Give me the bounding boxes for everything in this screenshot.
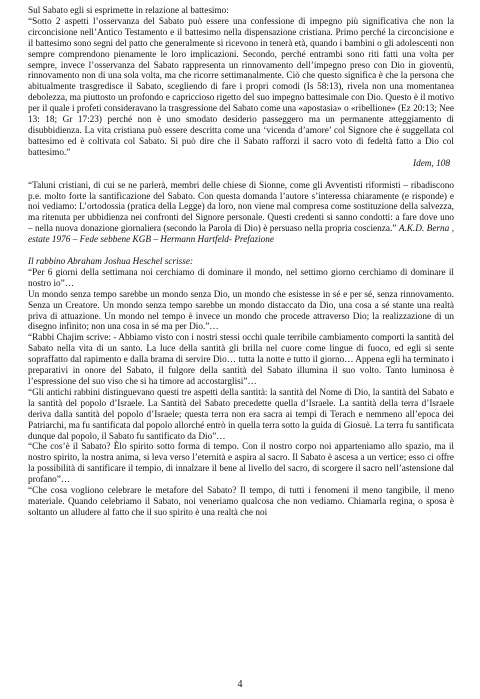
quote-baptism: “Sotto 2 aspetti l’osservanza del Sabato può essere una confessione di impegno più significativa che non la circoncisione nell’Antico Testamento e il battesimo nella dispensazione cristiana. Primo perché la circoncisione e il battesimo sono segni del patto che generalmente si ricevono in tenerà età, quando i bambini o gli adolescenti non sempre comprendono pienamente le loro implicazioni. Secondo, perché entrambi sono riti fatti una volta per sempre, invece l’osservanza del Sabato rappresenta un rinnovamento dell’impegno preso con Dio in gioventù, rinnovamento non di una sola volta, ma che ricorre settimanalmente. Ciò che questo significa è che la persona che abitualmente trasgredisce il Sabato, scegliendo di fare i propri comodi (Is 58:13), rivela non una momentanea debolezza, ma piuttosto un profondo e capriccioso rigetto del suo impegno battesimale con Dio. Questo è il motivo per il quale i profeti consideravano la trasgressione del Sabato come una «apostasia» o «ribellione» (Ez 20:13; Nee 13: 18; Gr 17:23) perché non è uno smodato desiderio passeggero ma un permanente atteggiamento di disubbidienza. La vita cristiana può essere descritta come una ‘vicenda d’amore’ col Signore che è suggellata col battesimo ed è coltivata col Sabato. Si può dire che il Sabato rafforzi il sacro voto di fedeltà fatto a Dio col battesimo.”	[28, 16, 454, 158]
quote-christians	[28, 181, 454, 246]
page-number: 4	[237, 679, 243, 690]
quote-christians-source: A.K.D. Berna , estate 1976 – Fede sebbene KGB – Hermann Hartfeld- Prefazione	[28, 224, 455, 246]
paragraph: “Rabbi Chajim scrive: - Abbiamo visto con i nostri stessi occhi quale terribile cambiamento comporti la santità del Sabato nella vita di un santo. La luce della santità gli brilla nel cuore come lingue di fuoco, ed egli si sente sopraffatto dal rapimento e dalla brama di servire Dio… tutta la notte e tutto il giorno… Appena egli ha terminato i preparativi in onore del Sabato, il fulgore della santità del Sabato illumina il suo volto. Tanto luminosa è l’espressione del suo viso che si ha timore ad accostarglisi”…	[28, 333, 454, 387]
paragraph: “Gli antichi rabbini distinguevano questi tre aspetti della santità: la santità del Nome di Dio, la santità del Sabato e la santità del popolo d’Israele. La Santità del Sabato precedette quella d’Israele. La santità della terra d’Israele deriva dalla santità del popolo d’Israele; questa terra non era sacra ai tempi di Terach e nemmeno all’epoca dei Patriarchi, ma fu santificata dal popolo allorché entrò in quella terra sotto la guida di Giosuè. La terra fu santificata dunque dal popolo, il Sabato fu santificato da Dio”…	[28, 387, 454, 442]
heschel-heading: Il rabbino Abraham Joshua Heschel scrisse:	[28, 257, 194, 268]
paragraph: “Che cosa vogliono celebrare le metafore del Sabato? Il tempo, di tutti i fenomeni il meno tangibile, il meno materiale. Quando celebriamo il Sabato, noi veneriamo qualcosa che non vediamo. Chiamarla regina, o sposa è soltanto un alludere al fatto che il suo spirito è una realtà che noi	[28, 486, 454, 518]
paragraph: Un mondo senza tempo sarebbe un mondo senza Dio, un mondo che esistesse in sé e per sé, senza rinnovamento. Senza un Creatore. Un mondo senza tempo sarebbe un mondo distaccato da Dio, una cosa a sé stante una realtà priva di attuazione. Un mondo nel tempo è invece un mondo che procede attraverso Dio; la realizzazione di un disegno infinito; non una cosa in sé ma per Dio.”…	[28, 289, 454, 333]
citation-idem: Idem, 108	[413, 158, 450, 169]
paragraph: “Che cos’è il Sabato? Èlo spirito sotto forma di tempo. Con il nostro corpo noi apparteniamo allo spazio, ma il nostro spirito, la nostra anima, si leva verso l’eternità e aspira al sacro. Il Sabato è ascesa a un vertice; esso ci offre la possibilità di santificare il tempio, di innalzare il bene al livello del sacro, di scorgere il sacro nell’astensione dal profano”…	[28, 442, 454, 486]
spacer	[28, 246, 454, 257]
paragraph: “Per 6 giorni della settimana noi cerchiamo di dominare il mondo, nel settimo giorno cerchiamo di dominare il nostro io”…	[28, 267, 454, 289]
page-text	[28, 6, 454, 519]
quote-christians-text: “Taluni cristiani, di cui se ne parlerà, membri delle chiese di Sionne, come gli Avventisti riformisti – ribadiscono p.e. molto forte la santificazione del Sabato. Con questa domanda l’autore s’interessa chiaramente (e risponde) e noi vediamo: L’ortodossia (pratica della Legge) da loro, non viene mal compresa come sostituzione della salvezza, ma ritenuta per ubbidienza nei confronti del Signore personale. Questi credenti si sanno condotti: a fare dove uno – nella nuova donazione giornaliera (secondo la Parola di Dio) è persuaso nella propria coscienza.”	[28, 180, 454, 235]
intro-line: Sul Sabato egli si esprimette in relazione al battesimo:	[28, 6, 229, 16]
spacer	[28, 170, 454, 181]
